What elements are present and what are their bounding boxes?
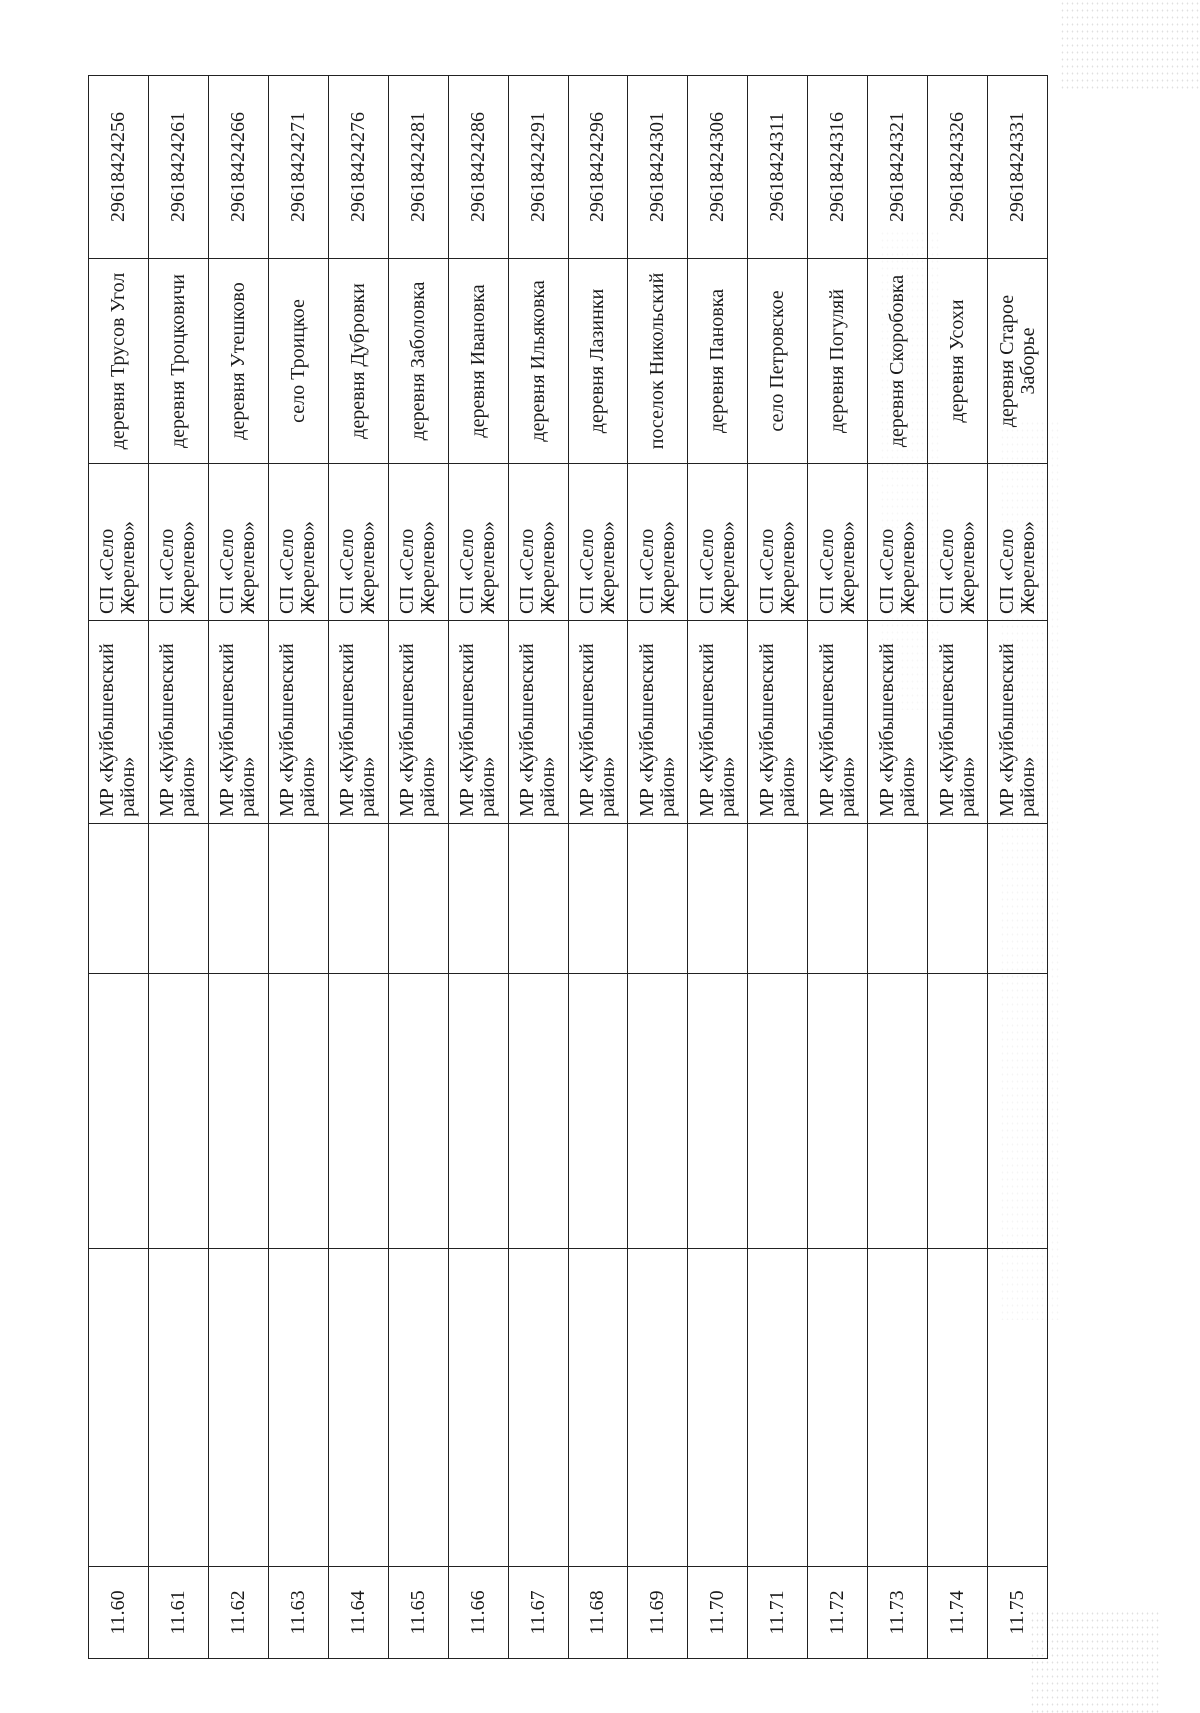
empty-cell [208, 1249, 268, 1567]
empty-cell [988, 824, 1048, 974]
empty-cell [89, 824, 149, 974]
locality-cell: деревня Трусов Угол [89, 259, 149, 464]
empty-cell [388, 824, 448, 974]
code-cell: 29618424261 [148, 76, 208, 259]
empty-cell [628, 974, 688, 1249]
table-row [928, 76, 988, 1659]
settlement-cell: СП «Село Жерелево» [868, 464, 928, 621]
table-row [748, 76, 808, 1659]
scan-noise [1060, 0, 1200, 90]
empty-cell [628, 824, 688, 974]
locality-cell: деревня Усохи [928, 259, 988, 464]
settlement-cell: СП «Село Жерелево» [928, 464, 988, 621]
locality-cell: деревня Погуляй [808, 259, 868, 464]
empty-cell [448, 1249, 508, 1567]
table-row [568, 76, 628, 1659]
scan-noise [1030, 1610, 1160, 1713]
table-row [208, 76, 268, 1659]
empty-cell [568, 1249, 628, 1567]
table-row [268, 76, 328, 1659]
code-cell: 29618424296 [568, 76, 628, 259]
empty-cell [268, 974, 328, 1249]
empty-cell [328, 824, 388, 974]
settlement-cell: СП «Село Жерелево» [208, 464, 268, 621]
row-number-cell: 11.62 [208, 1567, 268, 1659]
empty-cell [388, 974, 448, 1249]
district-cell: МР «Куйбышевский район» [148, 621, 208, 824]
code-cell: 29618424331 [988, 76, 1048, 259]
empty-cell [268, 824, 328, 974]
empty-cell [508, 824, 568, 974]
empty-cell [808, 1249, 868, 1567]
district-cell: МР «Куйбышевский район» [628, 621, 688, 824]
locality-cell: деревня Ивановка [448, 259, 508, 464]
code-cell: 29618424266 [208, 76, 268, 259]
district-cell: МР «Куйбышевский район» [988, 621, 1048, 824]
row-number-cell: 11.69 [628, 1567, 688, 1659]
settlement-cell: СП «Село Жерелево» [328, 464, 388, 621]
empty-cell [748, 824, 808, 974]
district-cell: МР «Куйбышевский район» [208, 621, 268, 824]
locality-cell: деревня Старое Заборье [988, 259, 1048, 464]
settlement-cell: СП «Село Жерелево» [89, 464, 149, 621]
empty-cell [868, 824, 928, 974]
row-number-cell: 11.73 [868, 1567, 928, 1659]
empty-cell [748, 1249, 808, 1567]
row-number-cell: 11.72 [808, 1567, 868, 1659]
row-number-cell: 11.63 [268, 1567, 328, 1659]
table-row [688, 76, 748, 1659]
empty-cell [508, 974, 568, 1249]
locality-cell: деревня Скоробовка [868, 259, 928, 464]
empty-cell [89, 974, 149, 1249]
locality-cell: деревня Заболовка [388, 259, 448, 464]
district-cell: МР «Куйбышевский район» [508, 621, 568, 824]
empty-cell [89, 1249, 149, 1567]
district-cell: МР «Куйбышевский район» [748, 621, 808, 824]
settlement-cell: СП «Село Жерелево» [388, 464, 448, 621]
row-number-cell: 11.71 [748, 1567, 808, 1659]
empty-cell [448, 974, 508, 1249]
row-number-cell: 11.60 [89, 1567, 149, 1659]
settlement-cell: СП «Село Жерелево» [148, 464, 208, 621]
code-cell: 29618424256 [89, 76, 149, 259]
table-body [89, 76, 1048, 1659]
empty-cell [628, 1249, 688, 1567]
district-cell: МР «Куйбышевский район» [388, 621, 448, 824]
empty-cell [148, 824, 208, 974]
empty-cell [148, 974, 208, 1249]
locality-cell: село Петровское [748, 259, 808, 464]
empty-cell [208, 824, 268, 974]
locality-cell: деревня Лазинки [568, 259, 628, 464]
settlement-cell: СП «Село Жерелево» [988, 464, 1048, 621]
settlement-cell: СП «Село Жерелево» [448, 464, 508, 621]
code-cell: 29618424311 [748, 76, 808, 259]
code-cell: 29618424281 [388, 76, 448, 259]
row-number-cell: 11.64 [328, 1567, 388, 1659]
district-cell: МР «Куйбышевский район» [568, 621, 628, 824]
empty-cell [988, 974, 1048, 1249]
empty-cell [808, 974, 868, 1249]
settlement-cell: СП «Село Жерелево» [688, 464, 748, 621]
row-number-cell: 11.70 [688, 1567, 748, 1659]
code-cell: 29618424291 [508, 76, 568, 259]
locality-cell: деревня Троцковичи [148, 259, 208, 464]
empty-cell [688, 974, 748, 1249]
code-cell: 29618424326 [928, 76, 988, 259]
rotated-table-frame [88, 76, 1048, 1659]
table-row [868, 76, 928, 1659]
district-cell: МР «Куйбышевский район» [808, 621, 868, 824]
table-row [388, 76, 448, 1659]
row-number-cell: 11.61 [148, 1567, 208, 1659]
settlement-cell: СП «Село Жерелево» [508, 464, 568, 621]
settlement-cell: СП «Село Жерелево» [808, 464, 868, 621]
district-cell: МР «Куйбышевский район» [688, 621, 748, 824]
settlement-cell: СП «Село Жерелево» [568, 464, 628, 621]
locality-cell: поселок Никольский [628, 259, 688, 464]
empty-cell [388, 1249, 448, 1567]
empty-cell [808, 824, 868, 974]
locality-cell: деревня Утешково [208, 259, 268, 464]
empty-cell [208, 974, 268, 1249]
table-row [628, 76, 688, 1659]
row-number-cell: 11.65 [388, 1567, 448, 1659]
district-cell: МР «Куйбышевский район» [328, 621, 388, 824]
row-number-cell: 11.67 [508, 1567, 568, 1659]
empty-cell [868, 974, 928, 1249]
empty-cell [688, 1249, 748, 1567]
table-row [448, 76, 508, 1659]
locality-cell: деревня Ильяковка [508, 259, 568, 464]
empty-cell [568, 974, 628, 1249]
locality-cell: деревня Дубровки [328, 259, 388, 464]
row-number-cell: 11.75 [988, 1567, 1048, 1659]
locality-cell: деревня Пановка [688, 259, 748, 464]
settlement-cell: СП «Село Жерелево» [628, 464, 688, 621]
empty-cell [928, 1249, 988, 1567]
district-cell: МР «Куйбышевский район» [928, 621, 988, 824]
empty-cell [328, 1249, 388, 1567]
code-cell: 29618424306 [688, 76, 748, 259]
empty-cell [508, 1249, 568, 1567]
empty-cell [748, 974, 808, 1249]
empty-cell [928, 974, 988, 1249]
locality-cell: село Троицкое [268, 259, 328, 464]
locality-table [88, 75, 1048, 1659]
empty-cell [328, 974, 388, 1249]
row-number-cell: 11.74 [928, 1567, 988, 1659]
table-row [89, 76, 149, 1659]
settlement-cell: СП «Село Жерелево» [268, 464, 328, 621]
empty-cell [148, 1249, 208, 1567]
code-cell: 29618424271 [268, 76, 328, 259]
table-row [508, 76, 568, 1659]
district-cell: МР «Куйбышевский район» [268, 621, 328, 824]
empty-cell [268, 1249, 328, 1567]
code-cell: 29618424276 [328, 76, 388, 259]
code-cell: 29618424286 [448, 76, 508, 259]
district-cell: МР «Куйбышевский район» [448, 621, 508, 824]
district-cell: МР «Куйбышевский район» [868, 621, 928, 824]
code-cell: 29618424316 [808, 76, 868, 259]
table-row [328, 76, 388, 1659]
empty-cell [568, 824, 628, 974]
empty-cell [988, 1249, 1048, 1567]
row-number-cell: 11.66 [448, 1567, 508, 1659]
table-row [988, 76, 1048, 1659]
empty-cell [688, 824, 748, 974]
district-cell: МР «Куйбышевский район» [89, 621, 149, 824]
code-cell: 29618424321 [868, 76, 928, 259]
row-number-cell: 11.68 [568, 1567, 628, 1659]
empty-cell [868, 1249, 928, 1567]
table-row [148, 76, 208, 1659]
empty-cell [928, 824, 988, 974]
empty-cell [448, 824, 508, 974]
table-row [808, 76, 868, 1659]
code-cell: 29618424301 [628, 76, 688, 259]
settlement-cell: СП «Село Жерелево» [748, 464, 808, 621]
